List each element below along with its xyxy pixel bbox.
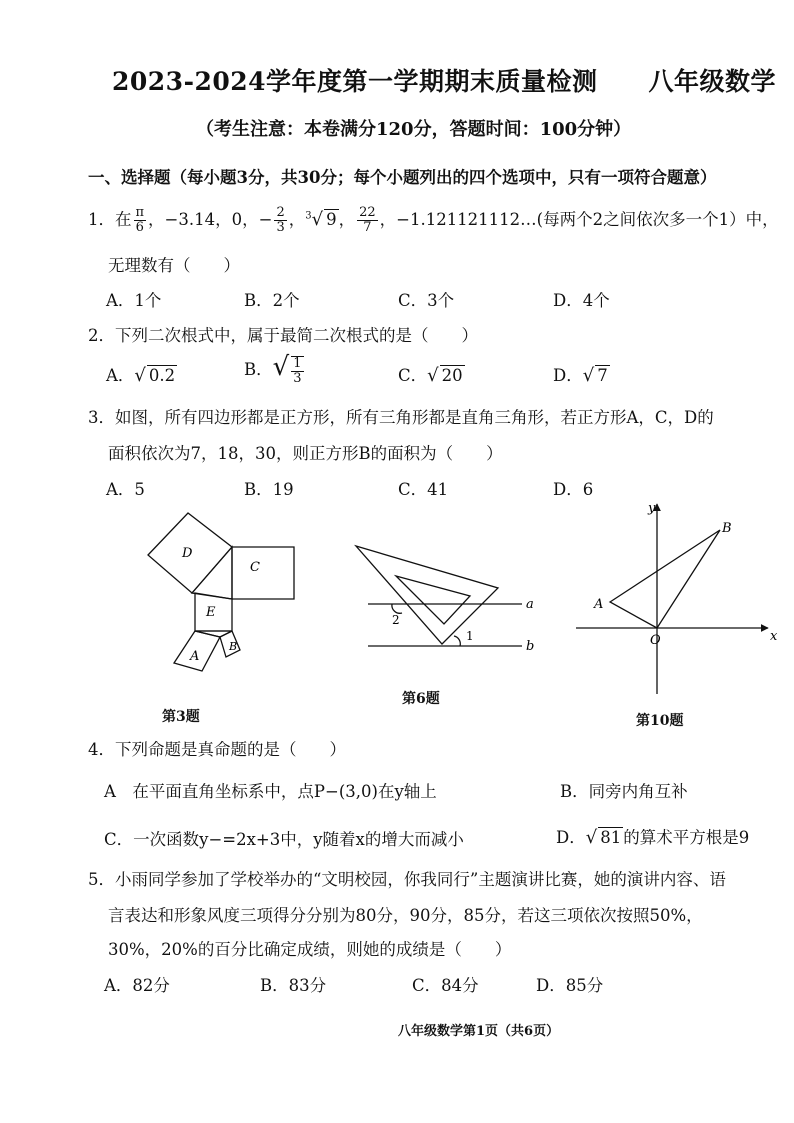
figure-10 [570,498,780,698]
option-label: D． [556,828,586,847]
q1-option-b[interactable]: B．2个 [244,291,300,310]
root-index: 3 [305,210,312,222]
label-y: y [648,501,656,516]
label-b: B [229,640,238,653]
label-d: D [182,546,193,561]
q2-option-d[interactable] [553,362,610,386]
page-footer: 八年级数学第1页（共6页） [398,1024,560,1039]
q5-option-a[interactable]: A．82分 [104,976,170,995]
ruler-triangle-inner [396,576,470,624]
question-3-line2: 面积依次为7，18，30，则正方形B的面积为（ ） [108,444,503,463]
text: ，−3.14，0，− [148,210,273,229]
q3-option-c[interactable]: C．41 [398,480,449,499]
q1-option-a[interactable]: A．1个 [106,291,162,310]
fraction-2-over-3 [274,206,286,235]
option-label: C． [398,366,428,385]
option-text: 的算术平方根是9 [623,828,750,847]
label-e: E [206,605,216,620]
q4-option-a[interactable]: A 在平面直角坐标系中，点P−(3,0)在y轴上 [104,782,437,801]
radicand: 0.2 [148,366,176,385]
label-b-line: b [526,639,535,654]
text: 在 [115,210,132,229]
question-number: 1． [88,210,115,229]
radical-sign: √ [134,365,146,386]
fraction-pi-over-6 [134,206,147,235]
figure-6 [350,540,550,670]
numerator: 2 [276,205,285,220]
radicand: 20 [441,366,463,385]
label-a-point: A [594,597,604,612]
q4-option-c[interactable]: C．一次函数y−=2x+3中，y随着x的增大而减小 [104,830,464,849]
q3-option-a[interactable]: A．5 [106,480,145,499]
label-b-point: B [722,521,732,536]
radical-sign: √ [582,365,595,386]
denominator: 3 [293,370,302,386]
radicand: 9 [326,210,337,229]
radicand: 7 [597,366,608,385]
option-label: B． [244,360,273,379]
numerator: 22 [359,205,376,220]
radicand: 81 [600,828,622,847]
label-a-line: a [526,597,534,612]
section-title: 一、选择题（每小题3分，共30分；每个小题列出的四个选项中，只有一项符合题意） [88,168,717,187]
label-angle-2: 2 [392,613,400,627]
q2-option-b[interactable] [244,352,306,386]
question-1-line2: 无理数有（ ） [108,256,240,275]
question-4-stem: 4．下列命题是真命题的是（ ） [88,740,346,759]
question-5-line3: 30%，20%的百分比确定成绩，则她的成绩是（ ） [108,940,512,959]
question-2-stem: 2．下列二次根式中，属于最简二次根式的是（ ） [88,326,478,345]
square-c [232,547,294,599]
radical-sign: √ [272,352,290,382]
angle-2-arc [392,604,402,613]
exam-title: 2023-2024学年度第一学期期末质量检测 八年级数学 [112,67,777,96]
q5-option-d[interactable]: D．85分 [536,976,604,995]
ruler-triangle-outer [356,546,498,644]
question-5-line2: 言表达和形象风度三项得分分别为80分，90分，85分，若这三项依次按照50%， [108,906,703,925]
q4-option-b[interactable]: B．同旁内角互补 [560,782,688,801]
figure-10-caption: 第10题 [636,713,684,729]
q5-option-b[interactable]: B．83分 [260,976,327,995]
radical-sign: √ [311,209,324,230]
figure-3 [140,505,300,685]
question-3-line1: 3．如图，所有四边形都是正方形，所有三角形都是直角三角形，若正方形A，C，D的 [88,408,714,427]
fraction-1-over-3 [291,356,303,386]
q3-option-b[interactable]: B．19 [244,480,294,499]
text: ，−1.121121112…(每两个2之间依次多一个1）中， [379,210,779,229]
q5-option-c[interactable]: C．84分 [412,976,479,995]
q1-option-d[interactable]: D．4个 [553,291,610,310]
triangle-top [192,547,232,599]
label-angle-1: 1 [466,629,474,643]
q4-option-d[interactable] [556,824,749,848]
q2-option-a[interactable] [106,362,177,386]
figure-3-caption: 第3题 [162,709,200,725]
option-label: D． [553,366,583,385]
numerator: π [135,205,145,220]
label-x: x [770,629,778,644]
denominator: 3 [276,220,285,235]
option-label: A． [106,366,135,385]
angle-1-arc [454,636,460,646]
q3-option-d[interactable]: D．6 [553,480,594,499]
figure-6-caption: 第6题 [402,691,440,707]
denominator: 7 [363,220,372,235]
label-a: A [190,649,200,664]
denominator: 6 [135,220,144,235]
triangle-oab [610,530,720,628]
q1-option-c[interactable]: C．3个 [398,291,455,310]
radical-sign: √ [427,365,439,386]
label-c: C [250,560,260,575]
question-5-line1: 5．小雨同学参加了学校举办的“文明校园，你我同行”主题演讲比赛，她的演讲内容、语 [88,870,726,889]
radical-sign: √ [585,827,598,848]
q2-option-c[interactable] [398,362,465,386]
exam-notice: （考生注意：本卷满分120分，答题时间：100分钟） [196,119,632,140]
numerator: 1 [293,355,302,371]
question-1-stem: 1．在 $\frac{\pi}{6}$ ，−3.14，0，− $\frac{2}{3}$ ，$^3$√ 9 ， $\frac{22}{7}$ ，−1.121121112…(每两个2之间依次多一个1）中， [88,205,779,235]
fraction-22-over-7 [357,206,378,235]
label-o: O [650,633,661,648]
